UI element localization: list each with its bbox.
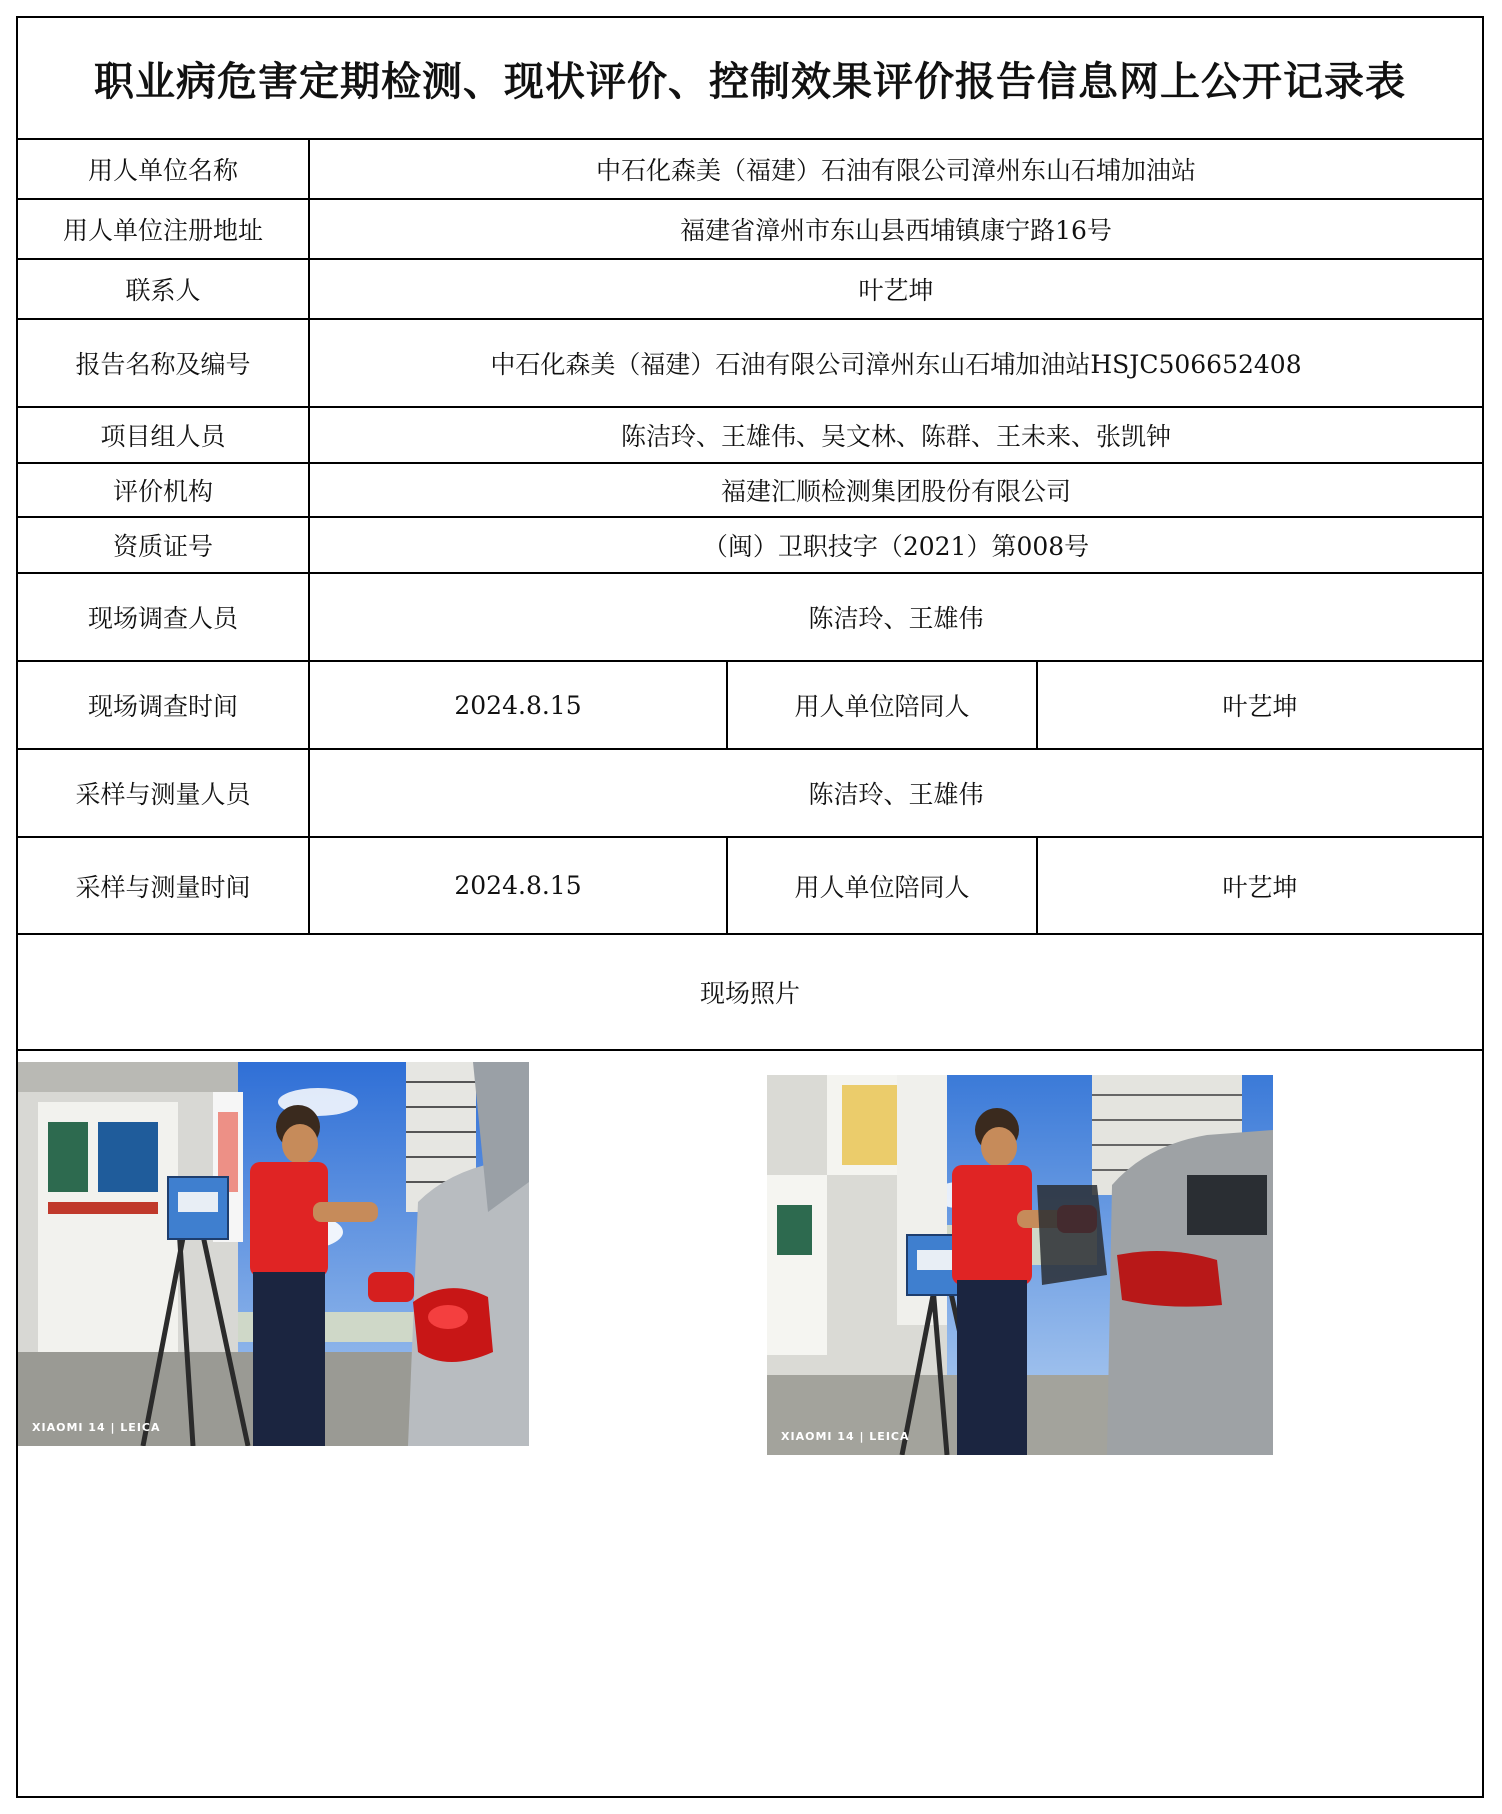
photos-section-title: 现场照片 xyxy=(18,935,1482,1051)
value-sampling-staff: 陈洁玲、王雄伟 xyxy=(808,780,984,809)
photo-2-watermark: XIAOMI 14 | LEICA xyxy=(781,1430,910,1443)
value-team: 陈洁玲、王雄伟、吴文林、陈群、王未来、张凯钟 xyxy=(620,422,1171,451)
value-survey-companion: 叶艺坤 xyxy=(1222,692,1298,721)
row-cert xyxy=(18,518,1482,574)
label-survey-companion: 用人单位陪同人 xyxy=(728,662,1038,748)
page-title: 职业病危害定期检测、现状评价、控制效果评价报告信息网上公开记录表 xyxy=(18,18,1482,140)
value-survey-time: 2024.8.15 xyxy=(310,662,728,748)
value-agency: 福建汇顺检测集团股份有限公司 xyxy=(720,477,1071,506)
label-contact: 联系人 xyxy=(18,260,310,318)
photo-1-watermark: XIAOMI 14 | LEICA xyxy=(32,1421,161,1434)
value-contact: 叶艺坤 xyxy=(858,276,934,305)
row-survey-time xyxy=(18,662,1482,750)
row-sampling-time xyxy=(18,838,1482,935)
value-survey-staff: 陈洁玲、王雄伟 xyxy=(808,604,984,633)
site-photo-2-image xyxy=(767,1075,1273,1455)
label-address: 用人单位注册地址 xyxy=(18,200,310,258)
label-report: 报告名称及编号 xyxy=(18,320,310,406)
row-report xyxy=(18,320,1482,408)
row-company-name xyxy=(18,140,1482,200)
label-sampling-staff: 采样与测量人员 xyxy=(18,750,310,836)
label-survey-staff: 现场调查人员 xyxy=(18,574,310,660)
site-photo-2 xyxy=(767,1075,1273,1455)
row-survey-staff xyxy=(18,574,1482,662)
row-team xyxy=(18,408,1482,464)
value-cert: （闽）卫职技字（2021）第008号 xyxy=(702,532,1090,561)
label-survey-time: 现场调查时间 xyxy=(18,662,310,748)
label-team: 项目组人员 xyxy=(18,408,310,462)
label-sampling-companion: 用人单位陪同人 xyxy=(728,838,1038,933)
row-sampling-staff xyxy=(18,750,1482,838)
value-report: 中石化森美（福建）石油有限公司漳州东山石埔加油站HSJC506652408 xyxy=(490,350,1302,379)
record-table xyxy=(16,16,1484,1798)
value-address: 福建省漳州市东山县西埔镇康宁路16号 xyxy=(680,216,1112,245)
site-photo-1-image xyxy=(18,1062,529,1446)
value-sampling-companion: 叶艺坤 xyxy=(1222,872,1298,902)
label-cert: 资质证号 xyxy=(18,518,310,572)
row-agency xyxy=(18,464,1482,518)
row-address xyxy=(18,200,1482,260)
label-company-name: 用人单位名称 xyxy=(18,140,310,198)
label-sampling-time: 采样与测量时间 xyxy=(18,838,310,933)
site-photo-1 xyxy=(18,1062,529,1446)
value-sampling-time: 2024.8.15 xyxy=(310,838,728,933)
row-contact xyxy=(18,260,1482,320)
value-company-name: 中石化森美（福建）石油有限公司漳州东山石埔加油站 xyxy=(595,156,1196,185)
label-agency: 评价机构 xyxy=(18,464,310,516)
